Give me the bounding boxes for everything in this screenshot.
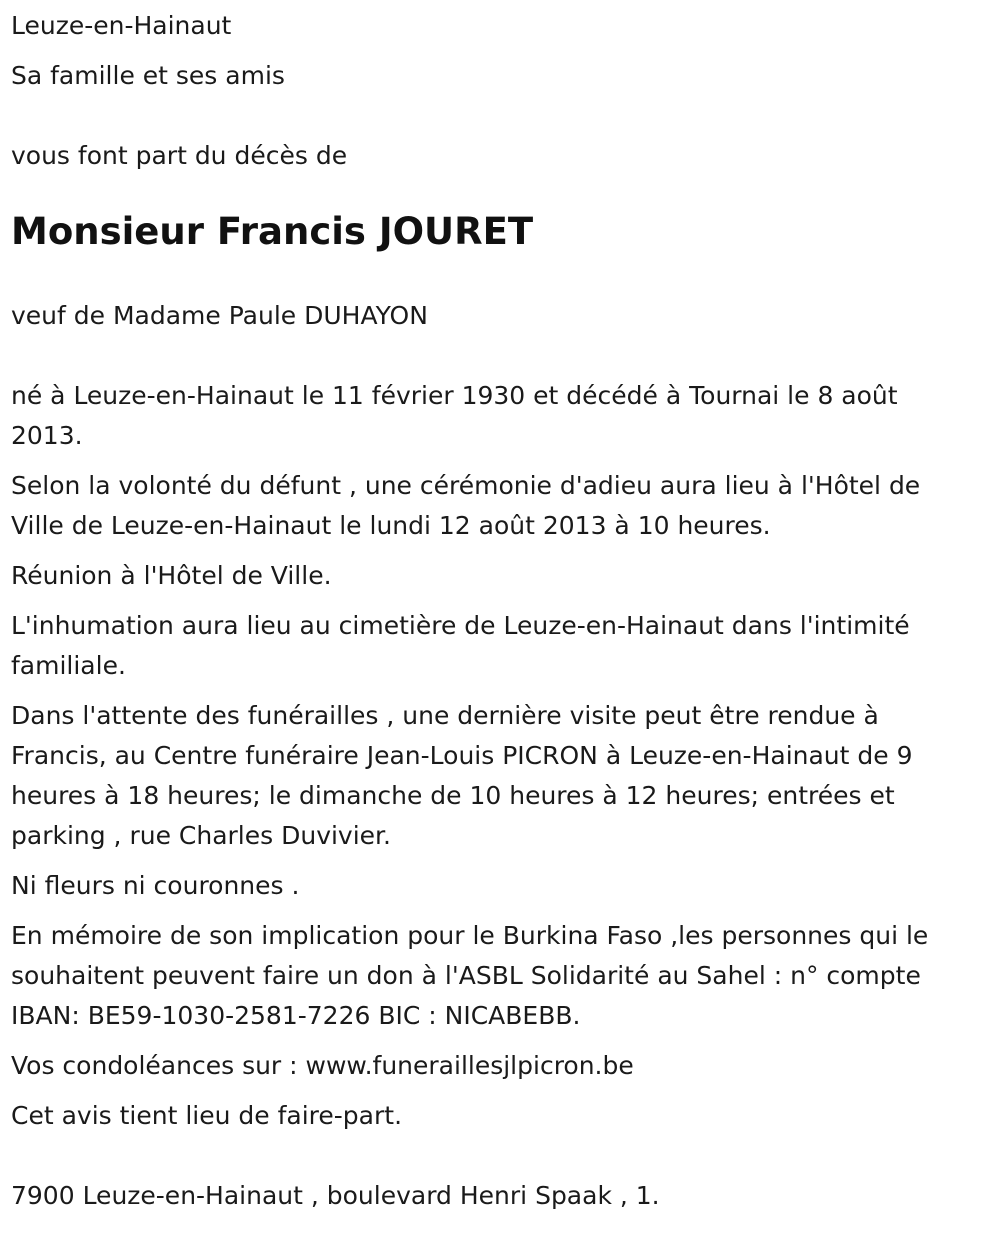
burial-line: familiale. <box>11 651 126 680</box>
intro-line: vous font part du décès de <box>11 141 348 170</box>
notice-line: Cet avis tient lieu de faire-part. <box>11 1101 403 1130</box>
visit-line: Francis, au Centre funéraire Jean-Louis PICRON à Leuze-en-Hainaut de 9 <box>11 741 913 770</box>
ceremony-line: Selon la volonté du défunt , une cérémonie d'adieu aura lieu à l'Hôtel de <box>11 471 921 500</box>
donation-paragraph <box>11 916 991 1036</box>
deceased-name: Monsieur Francis JOURET <box>11 210 534 253</box>
ceremony-paragraph <box>11 466 991 546</box>
visit-line: heures à 18 heures; le dimanche de 10 heures à 12 heures; entrées et <box>11 781 895 810</box>
birth-death-line: né à Leuze-en-Hainaut le 11 février 1930 et décédé à Tournai le 8 août <box>11 381 898 410</box>
ceremony-line: Ville de Leuze-en-Hainaut le lundi 12 août 2013 à 10 heures. <box>11 511 771 540</box>
donation-line: En mémoire de son implication pour le Burkina Faso ,les personnes qui le <box>11 921 929 950</box>
place-heading: Leuze-en-Hainaut <box>11 11 232 40</box>
donation-line: souhaitent peuvent faire un don à l'ASBL Solidarité au Sahel : n° compte <box>11 961 921 990</box>
birth-death-paragraph <box>11 376 991 456</box>
visit-paragraph <box>11 696 991 856</box>
donation-line: IBAN: BE59-1030-2581-7226 BIC : NICABEBB. <box>11 1001 581 1030</box>
visit-line: parking , rue Charles Duvivier. <box>11 821 391 850</box>
visit-line: Dans l'attente des funérailles , une dernière visite peut être rendue à <box>11 701 879 730</box>
reunion-line: Réunion à l'Hôtel de Ville. <box>11 561 332 590</box>
burial-line: L'inhumation aura lieu au cimetière de Leuze-en-Hainaut dans l'intimité <box>11 611 910 640</box>
flowers-line: Ni fleurs ni couronnes . <box>11 871 300 900</box>
burial-paragraph <box>11 606 991 686</box>
address-line: 7900 Leuze-en-Hainaut , boulevard Henri Spaak , 1. <box>11 1181 660 1210</box>
birth-death-line: 2013. <box>11 421 83 450</box>
family-line: Sa famille et ses amis <box>11 61 285 90</box>
widow-of-line: veuf de Madame Paule DUHAYON <box>11 301 428 330</box>
obituary-notice <box>11 6 991 1216</box>
condolences-line: Vos condoléances sur : www.funeraillesjlpicron.be <box>11 1051 634 1080</box>
